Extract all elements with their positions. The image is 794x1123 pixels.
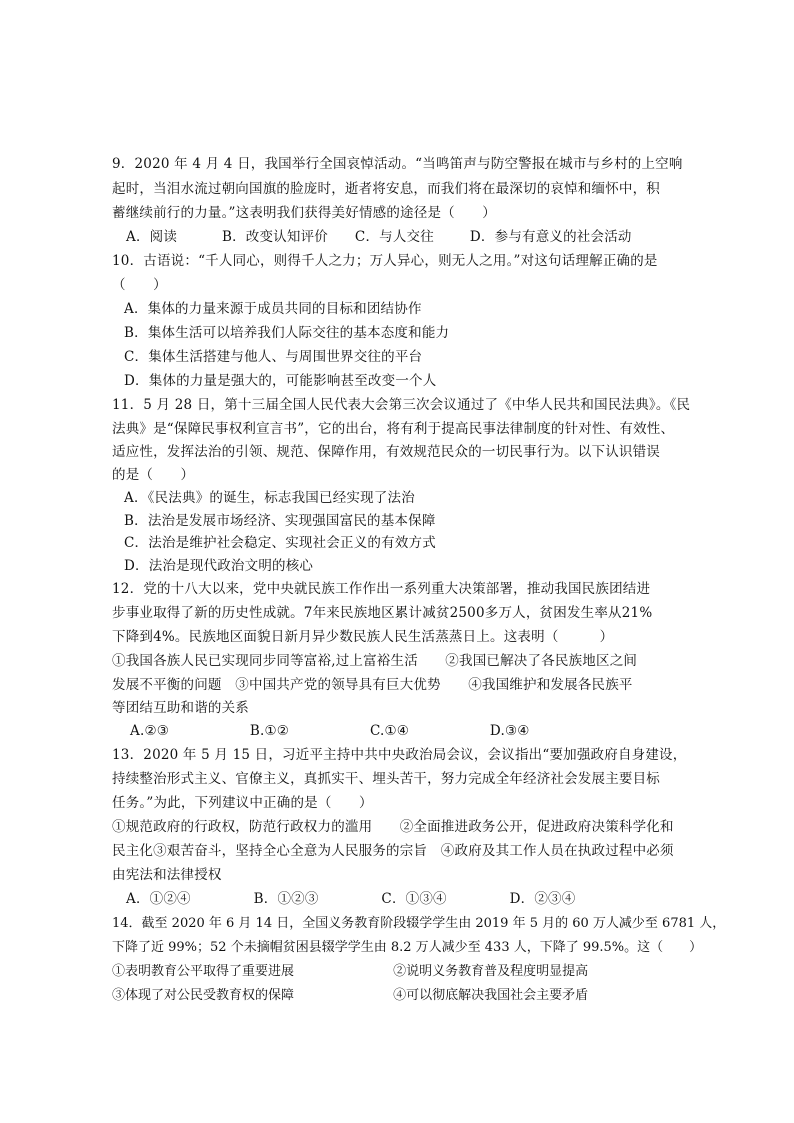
q12-stem-line-4: ①我国各族人民已实现同步同等富裕,过上富裕生活 ②我国已解决了各民族地区之间 bbox=[112, 653, 638, 669]
q10-option-a: A．集体的力量来源于成员共同的目标和团结协作 bbox=[124, 301, 422, 317]
q13-stem-line-6: 由宪法和法律授权 bbox=[112, 867, 222, 883]
q13-stem-line-2: 持续整治形式主义、官僚主义，真抓实干、埋头苦干，努力完成全年经济社会发展主要目标 bbox=[112, 771, 660, 787]
q10-option-c: C．集体生活搭建与他人、与周围世界交往的平台 bbox=[124, 349, 423, 365]
q13-stem-line-4: ①规范政府的行政权，防范行政权力的滥用 ②全面推进政务公开，促进政府决策科学化和 bbox=[112, 819, 674, 835]
q12-stem-line-2: 步事业取得了新的历史性成就。7年来民族地区累计减贫2500多万人，贫困发生率从21% bbox=[112, 605, 653, 621]
q14-choice-row-2: ③体现了对公民受教育权的保障 ④可以彻底解决我国社会主要矛盾 bbox=[112, 988, 589, 1003]
q11-stem-line-1: 11．5 月 28 日，第十三届全国人民代表大会第三次会议通过了《中华人民共和国民法典》。《民 bbox=[112, 397, 691, 413]
q14-choice-row-1: ①表明教育公平取得了重要进展 ②说明义务教育普及程度明显提高 bbox=[112, 964, 589, 979]
q12-options: A.②③ B.①② C.①④ D.③④ bbox=[130, 723, 530, 739]
q9-stem-line-2: 起时，当泪水流过朝向国旗的脸庞时，逝者将安息，而我们将在最深切的哀悼和缅怀中，积 bbox=[112, 181, 660, 197]
q11-stem-line-3: 适应性，发挥法治的引领、规范、保障作用，有效规范民众的一切民事行为。以下认识错误 bbox=[112, 444, 660, 460]
q12-stem-line-5: 发展不平衡的问题 ③中国共产党的领导具有巨大优势 ④我国维护和发展各民族平 bbox=[112, 677, 633, 693]
q11-option-b: B．法治是发展市场经济、实现强国富民的基本保障 bbox=[124, 513, 436, 529]
q11-stem-line-4: 的是（ ） bbox=[112, 467, 195, 483]
q9-options: A．阅读 B．改变认知评价 C．与人交往 D．参与有意义的社会活动 bbox=[126, 229, 632, 245]
q14-stem-line-1: 14．截至 2020 年 6 月 14 日，全国义务教育阶段辍学学生由 2019 年 5 月的 60 万人减少至 6781 人， bbox=[112, 916, 726, 931]
q13-stem-line-5: 民主化③艰苦奋斗，坚持全心全意为人民服务的宗旨 ④政府及其工作人员在执政过程中必须 bbox=[112, 843, 674, 859]
q13-stem-line-1: 13．2020 年 5 月 15 日，习近平主持中共中央政治局会议，会议指出“要加强政府自身建设， bbox=[112, 747, 687, 763]
q12-stem-line-1: 12．党的十八大以来，党中央就民族工作作出一系列重大决策部署，推动我国民族团结进 bbox=[112, 581, 651, 597]
q13-stem-line-3: 任务。”为此，下列建议中正确的是（ ） bbox=[112, 795, 373, 811]
q10-option-b: B．集体生活可以培养我们人际交往的基本态度和能力 bbox=[124, 325, 450, 341]
q11-option-d: D．法治是现代政治文明的核心 bbox=[124, 558, 314, 574]
q10-stem-line-1: 10．古语说：“千人同心，则得千人之力；万人异心，则无人之用。”对这句话理解正确的是 bbox=[112, 253, 658, 269]
q9-stem-line-3: 蓄继续前行的力量。”这表明我们获得美好情感的途径是（ ） bbox=[112, 205, 496, 221]
q14-stem-line-2: 下降了近 99%；52 个未摘帽贫困县辍学学生由 8.2 万人减少至 433 人，下降了 99.5%。这（ ） bbox=[112, 940, 703, 955]
q11-stem-line-2: 法典》是“保障民事权利宣言书”，它的出台，将有利于提高民事法律制度的针对性、有效性、 bbox=[112, 421, 675, 437]
q10-stem-line-2: （ ） bbox=[112, 277, 167, 293]
q9-stem-line-1: 9．2020 年 4 月 4 日，我国举行全国哀悼活动。“当鸣笛声与防空警报在城市与乡村的上空响 bbox=[112, 156, 683, 172]
q12-stem-line-3: 下降到4%。民族地区面貌日新月异少数民族人民生活蒸蒸日上。这表明（ ） bbox=[112, 629, 614, 645]
q11-option-c: C．法治是维护社会稳定、实现社会正义的有效方式 bbox=[124, 535, 436, 551]
q12-stem-line-6: 等团结互助和谐的关系 bbox=[112, 700, 249, 716]
q13-options: A．①②④ B．①②③ C．①③④ D．②③④ bbox=[126, 891, 576, 907]
q11-option-a: A．《民法典》的诞生，标志我国已经实现了法治 bbox=[124, 490, 415, 506]
q10-option-d: D．集体的力量是强大的，可能影响甚至改变一个人 bbox=[124, 373, 437, 389]
